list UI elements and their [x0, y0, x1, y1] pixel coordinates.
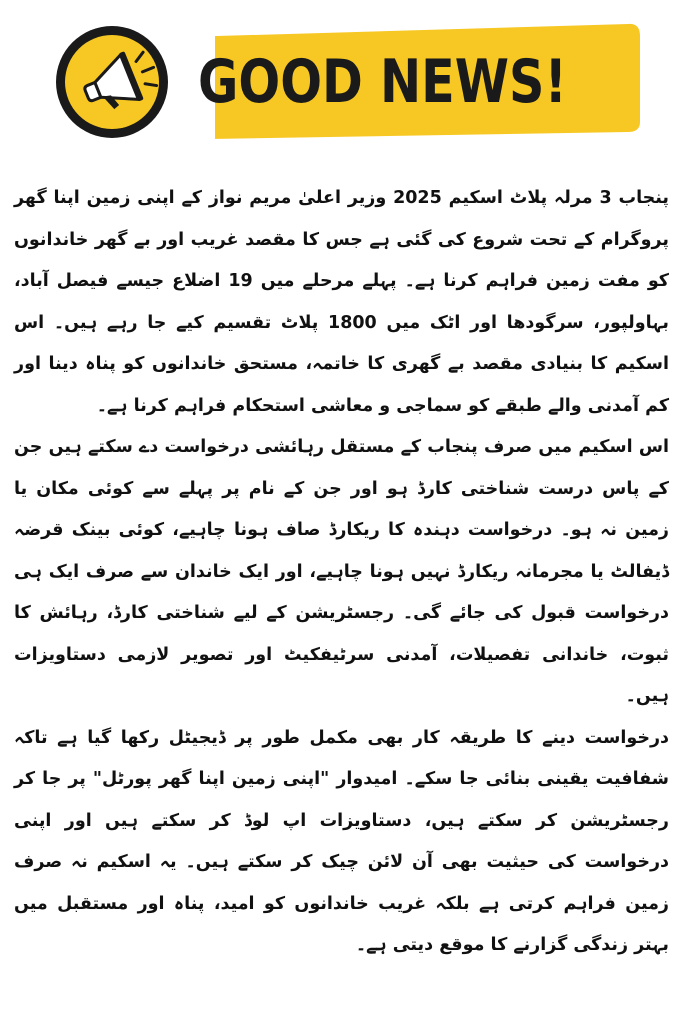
good-news-banner	[0, 0, 683, 150]
paragraph-eligibility: اس اسکیم میں صرف پنجاب کے مستقل رہائشی درخواست دے سکتے ہیں جن کے پاس درست شناختی کارڈ ہو اور جن کے نام پر پہلے سے کوئی مکان یا زمین نہ ہو۔ درخواست دہندہ کا ریکارڈ صاف ہونا چاہیے، کوئی بینک قرضہ ڈیفالٹ یا مجرمانہ ریکارڈ نہیں ہونا چاہیے، اور ایک خاندان سے صرف ایک ہی درخواست قبول کی جائے گی۔ رجسٹریشن کے لیے شناختی کارڈ، رہائش کا ثبوت، خاندانی تفصیلات، آمدنی سرٹیفکیٹ اور تصویر لازمی دستاویزات ہیں۔	[14, 437, 669, 706]
paragraph-scheme-overview: پنجاب 3 مرلہ پلاٹ اسکیم 2025 وزیر اعلیٰ مریم نواز کے اپنی زمین اپنا گھر پروگرام کے تحت شروع کی گئی ہے جس کا مقصد غریب اور بے گھر خاندانوں کو مفت زمین فراہم کرنا ہے۔ پہلے مرحلے میں 19 اضلاع جیسے فیصل آباد، بہاولپور، سرگودھا اور اٹک میں 1800 پلاٹ تقسیم کیے جا رہے ہیں۔ اس اسکیم کا بنیادی مقصد بے گھری کا خاتمہ، مستحق خاندانوں کو پناہ دینا اور کم آمدنی والے طبقے کو سماجی و معاشی استحکام فراہم کرنا ہے۔	[14, 188, 669, 416]
article-body	[14, 178, 669, 967]
paragraph-application-process: درخواست دینے کا طریقہ کار بھی مکمل طور پر ڈیجیٹل رکھا گیا ہے تاکہ شفافیت یقینی بنائی جا سکے۔ امیدوار "اپنی زمین اپنا گھر پورٹل" پر جا کر رجسٹریشن کر سکتے ہیں، دستاویزات اپ لوڈ کر سکتے ہیں اور اپنی درخواست کی حیثیت بھی آن لائن چیک کر سکتے ہیں۔ یہ اسکیم نہ صرف زمین فراہم کرتی ہے بلکہ غریب خاندانوں کو امید، پناہ اور مستقبل میں بہتر زندگی گزارنے کا موقع دیتی ہے۔	[14, 727, 669, 955]
banner-title: GOOD NEWS!	[198, 47, 567, 117]
